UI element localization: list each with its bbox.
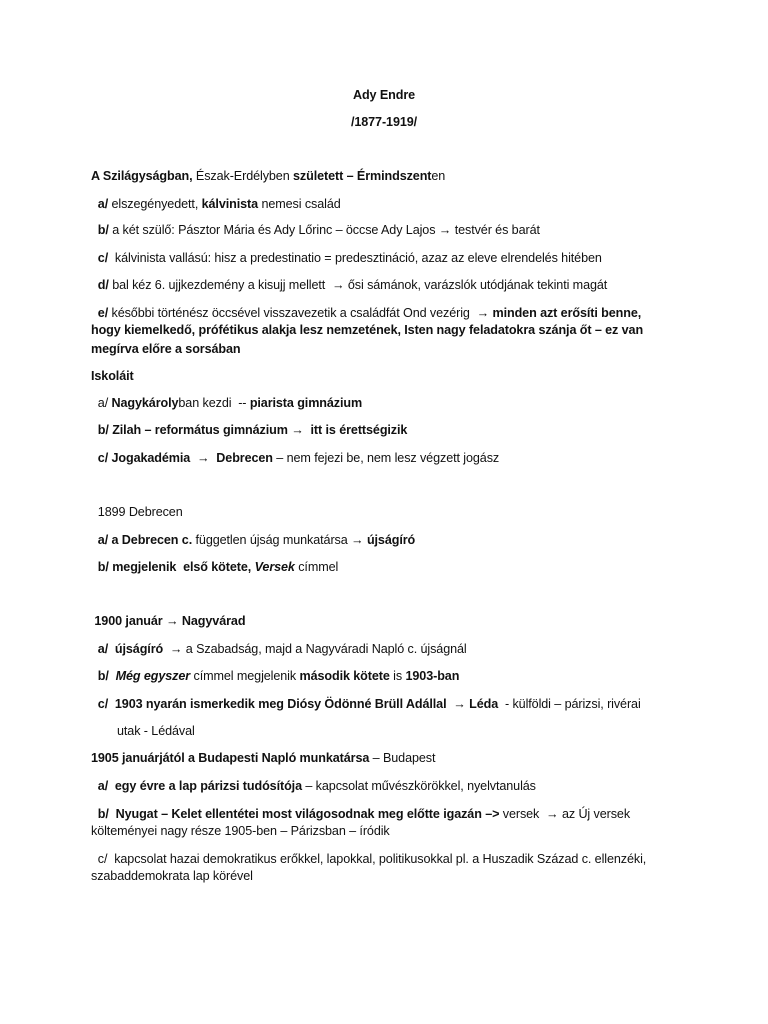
text-line xyxy=(91,195,341,213)
text-run: Versek xyxy=(254,560,295,574)
text-run: a Szabadság, majd a Nagyváradi Napló c. újságnál xyxy=(185,642,467,656)
text-line xyxy=(117,722,195,740)
text-run: versek → az Új versek xyxy=(499,807,631,821)
text-run: Észak-Erdélyben xyxy=(195,169,294,183)
text-run: nemesi család xyxy=(261,197,341,211)
text-line xyxy=(91,221,540,239)
text-run: b/ Zilah – református gimnázium → itt is érettségizik xyxy=(91,423,408,437)
text-line xyxy=(91,421,407,439)
text-run: Nagykároly xyxy=(111,396,179,410)
text-run: A Szilágyságban, xyxy=(91,169,196,183)
text-run: a/ xyxy=(91,396,112,410)
text-run: en xyxy=(431,169,446,183)
text-run: megírva előre a sorsában xyxy=(91,342,241,356)
text-run: későbbi történész öccsével visszavezetik a családfát Ond vezérig → xyxy=(111,306,493,320)
text-run: Még egyszer xyxy=(115,669,191,683)
text-line xyxy=(91,394,362,412)
text-line xyxy=(91,167,445,185)
text-run: független újság munkatársa xyxy=(195,533,352,547)
text-run: b/ Nyugat – Kelet ellentétei most világosodnak meg előtte igazán –> xyxy=(91,807,500,821)
text-run: 1900 január xyxy=(91,614,167,628)
text-run: kálvinista xyxy=(201,197,262,211)
text-run: c/ Jogakadémia → Debrecen xyxy=(91,451,273,465)
text-line xyxy=(91,822,390,840)
text-line xyxy=(91,777,536,795)
text-run: a/ a Debrecen c. xyxy=(91,533,196,547)
text-run: szabaddemokrata lap körével xyxy=(91,869,253,883)
text-run: kálvinista vallású: hisz a predestinatio = predesztináció, azaz az eleve elrendelés hitében xyxy=(111,251,602,265)
text-run: 1903-ban xyxy=(405,669,460,683)
text-run: – nem fejezi be, nem lesz végzett jogász xyxy=(272,451,500,465)
text-run: a két szülő: Pásztor Mária és Ady Lőrinc – öccse Ady Lajos → testvér és barát xyxy=(112,223,540,237)
text-line xyxy=(91,503,183,521)
life-dates: /1877-1919/ xyxy=(350,115,418,129)
text-line xyxy=(91,667,459,685)
text-line xyxy=(91,749,435,767)
text-run: – Budapest xyxy=(369,751,436,765)
text-run: utak - Lédával xyxy=(117,724,195,738)
text-run: a/ egy évre a lap párizsi tudósítója xyxy=(91,779,302,793)
text-line xyxy=(91,612,245,630)
text-run: bal kéz 6. ujjkezdemény a kisujj mellett → ősi sámánok, varázslók utódjának tekinti magát xyxy=(112,278,608,292)
text-line xyxy=(91,640,467,658)
text-run: is xyxy=(389,669,406,683)
text-run: b/ megjelenik első kötete, xyxy=(91,560,255,574)
text-line xyxy=(91,321,643,339)
text-run: 1899 Debrecen xyxy=(91,505,183,519)
text-run: - külföldi – párizsi, rivérai xyxy=(498,697,641,711)
text-line xyxy=(91,695,641,713)
text-run: b/ xyxy=(91,669,116,683)
text-run: e/ xyxy=(91,306,112,320)
text-run: 1905 januárjától a Budapesti Napló munkatársa xyxy=(91,751,370,765)
text-run: d/ xyxy=(91,278,113,292)
text-run: a/ xyxy=(91,197,112,211)
text-run: → Nagyvárad xyxy=(166,614,246,628)
document-title: Ady Endre xyxy=(352,88,416,102)
text-run: c/ kapcsolat hazai demokratikus erőkkel, lapokkal, politikusokkal pl. a Huszadik Század c. ellenzéki, xyxy=(91,852,647,866)
text-run: második kötete xyxy=(299,669,390,683)
text-run: c/ 1903 nyarán ismerkedik meg Diósy Ödönné Brüll Adállal → Léda xyxy=(91,697,499,711)
text-line xyxy=(91,531,415,549)
text-line xyxy=(91,558,338,576)
text-run: – kapcsolat művészkörökkel, nyelvtanulás xyxy=(301,779,536,793)
text-run: piarista gimnázium xyxy=(249,396,363,410)
text-run: Iskoláit xyxy=(91,369,134,383)
text-line xyxy=(91,340,241,358)
text-run: → újságíró xyxy=(351,533,416,547)
text-line xyxy=(91,367,134,385)
text-run: született – Érmindszent xyxy=(293,169,432,183)
text-line xyxy=(91,249,602,267)
text-line xyxy=(91,449,499,467)
text-line xyxy=(91,276,607,294)
text-line xyxy=(91,850,646,868)
text-run: minden azt erősíti benne, xyxy=(492,306,642,320)
text-run: c/ xyxy=(91,251,112,265)
text-run: címmel xyxy=(294,560,339,574)
text-line xyxy=(91,304,641,322)
text-run: elszegényedett, xyxy=(111,197,202,211)
text-run: a/ újságíró → xyxy=(91,642,186,656)
text-line xyxy=(91,805,630,823)
text-run: hogy kiemelkedő, prófétikus alakja lesz nemzetének, Isten nagy feladatokra szánja őt – ez van xyxy=(91,323,644,337)
text-run: címmel megjelenik xyxy=(190,669,300,683)
text-run: ban kezdi -- xyxy=(178,396,250,410)
text-run: költeményei nagy része 1905-ben – Párizsban – íródik xyxy=(91,824,390,838)
text-line xyxy=(91,867,253,885)
text-run: b/ xyxy=(91,223,113,237)
